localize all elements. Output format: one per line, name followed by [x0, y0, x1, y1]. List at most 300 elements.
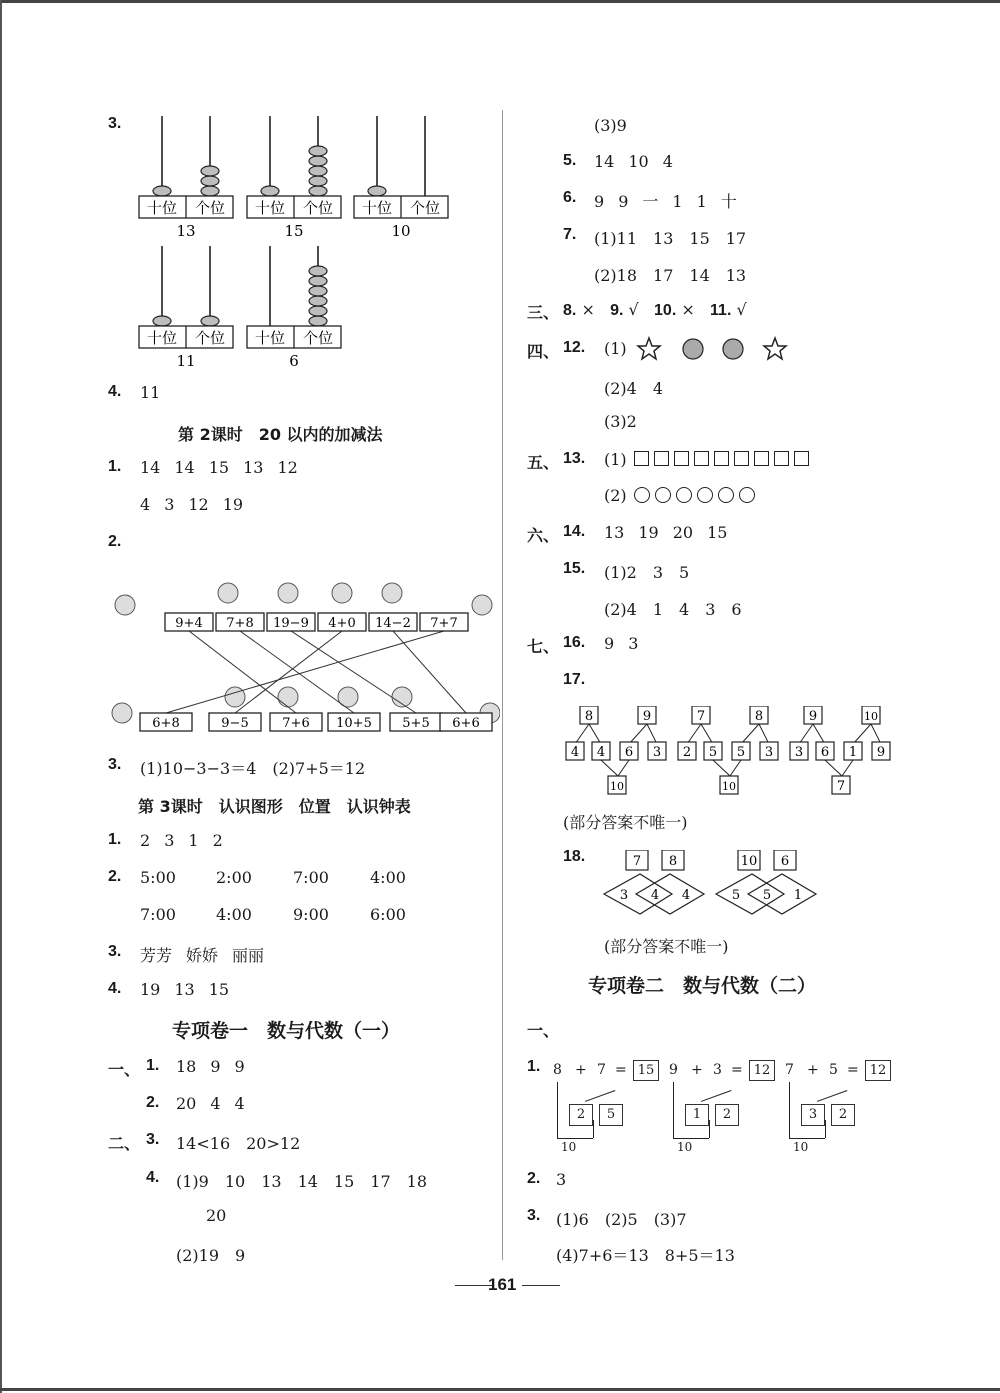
answer-value: 19 [140, 980, 161, 999]
tens-label: 十位 [254, 329, 286, 347]
q12-sub1: (1) [604, 339, 627, 358]
diamond-left [604, 874, 672, 914]
bottom-expression: 6+6 [452, 716, 480, 731]
animal-icon [472, 595, 492, 615]
q13-label: 13. [563, 450, 586, 467]
equals: = [615, 1062, 627, 1078]
answer-value: 2 [140, 831, 151, 850]
square-icon [674, 451, 689, 466]
q13-sub1: (1) [604, 450, 627, 469]
q7-label: 7. [563, 226, 577, 243]
q16-label: 16. [563, 634, 586, 651]
split-box: 2 [569, 1104, 593, 1126]
q10-label: 10. [654, 302, 677, 319]
connector-line [618, 760, 629, 776]
tens-label: 十位 [254, 199, 286, 217]
q17-label: 17. [563, 671, 586, 688]
addend: 5 [829, 1062, 838, 1078]
diamond-right [636, 874, 704, 914]
abacus [246, 242, 346, 370]
animal-icon [225, 687, 245, 707]
ones-label: 个位 [409, 199, 441, 217]
answer-value: 14 [174, 458, 195, 477]
addend: 3 [713, 1062, 722, 1078]
ones-label: 个位 [194, 199, 226, 217]
abacus-bead [309, 186, 327, 196]
answer-value: 20 [672, 523, 694, 542]
s1q4-label: 4. [146, 1169, 160, 1186]
answer-value: 9 [234, 1057, 245, 1076]
left-number: 3 [619, 888, 629, 903]
abacus-bead [201, 316, 219, 326]
bottom-expression: 9−5 [221, 716, 249, 731]
top-expression: 9+4 [175, 616, 203, 631]
q6-answers [594, 189, 751, 212]
part-number: 5 [736, 745, 746, 760]
time-value: 6:00 [370, 905, 406, 924]
operator: + [691, 1062, 703, 1078]
connector-line [789, 1082, 790, 1138]
bottom-border [0, 1388, 1000, 1391]
answer-value: 15 [208, 980, 230, 999]
connector-line [825, 760, 842, 776]
operator: + [807, 1062, 819, 1078]
section2-title: 专项卷二 数与代数（二） [588, 975, 817, 997]
l2q3-label: 3. [108, 756, 122, 773]
answer-value: 十 [720, 192, 737, 211]
circle-icon [655, 487, 671, 503]
connector-line [629, 724, 647, 744]
time-value: 7:00 [140, 905, 176, 924]
right-number: 1 [793, 888, 803, 903]
q15-label: 15. [563, 560, 586, 577]
s2q1-label: 1. [527, 1058, 541, 1075]
connector-line [585, 1090, 615, 1102]
top-number: 8 [754, 709, 764, 724]
animal-icon [278, 583, 298, 603]
abacus-bead [309, 146, 327, 156]
square-icon [714, 451, 729, 466]
answer-value: 19 [222, 495, 244, 514]
square-icon [734, 451, 749, 466]
connector-line [575, 724, 589, 744]
answer-value: 3 [628, 634, 639, 653]
l2q3-answer: (1)10−3−3＝4 (2)7+5＝12 [140, 759, 366, 778]
l3q2-label: 2. [108, 868, 122, 885]
q18-note: (部分答案不唯一) [604, 937, 729, 956]
lesson3-title: 第 3课时 认识图形 位置 认识钟表 [138, 797, 411, 816]
answer-value: 4 [140, 495, 151, 514]
answer-value: 15 [707, 523, 728, 542]
answer-value: 12 [277, 458, 298, 477]
animal-icon [115, 595, 135, 615]
top-expression: 19−9 [273, 616, 309, 631]
result-box: 15 [633, 1060, 659, 1081]
time-value: 5:00 [140, 868, 176, 887]
l3q4-label: 4. [108, 980, 122, 997]
q7-row1: (1)11 13 15 17 [594, 229, 747, 248]
connector-line [673, 1082, 674, 1138]
q7-row2: (2)18 17 14 13 [594, 266, 747, 285]
l2q2-label: 2. [108, 533, 122, 550]
part-number: 3 [764, 745, 774, 760]
answer-value: 9 [604, 634, 615, 653]
answer-value: 14 [140, 458, 161, 477]
addend: 9 [669, 1062, 678, 1078]
q12-sub3: (3)2 [604, 412, 637, 431]
time-value: 9:00 [293, 905, 329, 924]
abacus-bead [368, 186, 386, 196]
abacus-bead [309, 286, 327, 296]
diamond-left [716, 874, 784, 914]
answer-value: 2 [212, 831, 223, 850]
addend: 8 [553, 1062, 562, 1078]
abacus-value: 11 [176, 352, 196, 370]
abacus-bead [201, 186, 219, 196]
abacus [246, 112, 346, 240]
top-number: 10 [864, 710, 878, 723]
equation [669, 1058, 784, 1158]
answer-value: 4 [234, 1094, 245, 1113]
part-number: 4 [570, 745, 580, 760]
circle-icon [683, 339, 703, 359]
q4-label: 4. [108, 383, 122, 400]
q12-shapes [636, 336, 796, 362]
abacus-bead [309, 276, 327, 286]
answer-value: 9 [618, 192, 629, 211]
tens-label: 十位 [146, 199, 178, 217]
star-icon [764, 338, 786, 359]
connector-line [557, 1082, 558, 1138]
sum-number: 10 [722, 780, 736, 793]
abacus-bead [201, 176, 219, 186]
connector-line [853, 724, 871, 744]
l3q1-label: 1. [108, 831, 122, 848]
answer-value: 一 [642, 192, 659, 211]
answer-value: 13 [174, 980, 195, 999]
part-number: 6 [820, 745, 830, 760]
q4-answer: 11 [140, 383, 161, 402]
animal-icon [112, 703, 132, 723]
time-value: 4:00 [370, 868, 406, 887]
bottom-expression: 10+5 [336, 716, 372, 731]
equals: = [847, 1062, 859, 1078]
abacus-bead [261, 186, 279, 196]
ten-label: 10 [793, 1140, 809, 1154]
answer-value: 3 [164, 495, 175, 514]
q13-sub2: (2) [604, 486, 627, 505]
q17-svg [562, 706, 902, 801]
result-box: 12 [749, 1060, 775, 1081]
square-icon [634, 451, 649, 466]
q10-answer: × [681, 300, 695, 319]
page-number: 161 [488, 1275, 517, 1294]
left-border [0, 0, 2, 1393]
part-number: 3 [652, 745, 662, 760]
q11-label: 11. [710, 302, 732, 319]
square-icon [774, 451, 789, 466]
circle-icon [697, 487, 713, 503]
abacus-bead [309, 316, 327, 326]
q5-label: 5. [563, 152, 577, 169]
abacus-value: 13 [176, 222, 196, 240]
connector-line [701, 724, 713, 744]
s1q2-answers [176, 1094, 259, 1113]
top-number: 6 [780, 854, 790, 869]
animal-icon [278, 687, 298, 707]
part-number: 6 [624, 745, 634, 760]
s1q2-label: 2. [146, 1094, 160, 1111]
answer-value: 1 [188, 831, 199, 850]
answer-value: 10 [628, 152, 649, 171]
s2q3-label: 3. [527, 1207, 541, 1224]
answer-value: 18 [176, 1057, 197, 1076]
q14-answers [604, 523, 741, 542]
square-icon [794, 451, 809, 466]
ones-label: 个位 [194, 329, 226, 347]
animal-icon [332, 583, 352, 603]
circle-icon [676, 487, 692, 503]
s2q3-row1: (1)6 (2)5 (3)7 [556, 1210, 687, 1229]
part5-label: 五、 [527, 455, 560, 472]
top-number: 8 [584, 709, 594, 724]
abacus-value: 6 [289, 352, 299, 370]
q9-label: 9. [610, 302, 624, 319]
s2q2-answer: 3 [556, 1170, 567, 1189]
ones-label: 个位 [302, 329, 334, 347]
abacus-bead [309, 306, 327, 316]
result-box: 12 [865, 1060, 891, 1081]
square-icon [654, 451, 669, 466]
top-expression: 14−2 [375, 616, 411, 631]
s1q4-row3: (2)19 9 [176, 1246, 246, 1265]
abacus-bead [309, 176, 327, 186]
split-box: 1 [685, 1104, 709, 1126]
q12-label: 12. [563, 339, 586, 356]
q15-row1: (1)2 3 5 [604, 563, 690, 582]
bottom-expression: 7+6 [282, 716, 310, 731]
connector-line [593, 1120, 594, 1138]
q8-answer: × [581, 300, 595, 319]
q12-sub2: (2)4 4 [604, 379, 664, 398]
q8-11-answers [563, 300, 747, 320]
q14-label: 14. [563, 523, 586, 540]
part-number: 1 [848, 745, 858, 760]
ones-label: 个位 [302, 199, 334, 217]
animal-icon [218, 583, 238, 603]
s1q1-answers [176, 1057, 259, 1076]
top-expression: 7+7 [430, 616, 458, 631]
answer-value: 丽丽 [232, 946, 265, 965]
answer-value: 12 [188, 495, 209, 514]
circle-icon [723, 339, 743, 359]
sum-number: 10 [610, 780, 624, 793]
abacus-bead [309, 296, 327, 306]
square-icon [694, 451, 709, 466]
part-number: 5 [708, 745, 718, 760]
connector-line [730, 760, 741, 776]
abacus-bead [153, 316, 171, 326]
split-box: 5 [599, 1104, 623, 1126]
split-box: 2 [831, 1104, 855, 1126]
l3q3-answers [140, 943, 278, 966]
tens-label: 十位 [361, 199, 393, 217]
answer-value: 4 [210, 1094, 221, 1113]
s1q3-answer: 14<16 20>12 [176, 1134, 301, 1153]
answer-value: 娇娇 [186, 946, 219, 965]
circle-icon [634, 487, 650, 503]
q15-row2: (2)4 1 4 3 6 [604, 600, 742, 619]
connector-line [871, 724, 881, 744]
star-icon [638, 338, 660, 359]
tens-label: 十位 [146, 329, 178, 347]
sum-number: 7 [836, 779, 846, 794]
q17-note: (部分答案不唯一) [563, 813, 688, 832]
answer-value: 4 [662, 152, 673, 171]
addend: 7 [785, 1062, 794, 1078]
time-value: 2:00 [216, 868, 252, 887]
s1q4-row1: (1)9 10 13 14 15 17 18 [176, 1172, 428, 1191]
s2q2-label: 2. [527, 1170, 541, 1187]
abacus-bead [309, 266, 327, 276]
connector-line [813, 724, 825, 744]
lesson2-title: 第 2课时 20 以内的加减法 [178, 425, 383, 444]
q18-label: 18. [563, 848, 586, 865]
circle-icon [739, 487, 755, 503]
answer-value: 1 [672, 192, 683, 211]
time-value: 7:00 [293, 868, 329, 887]
part7-label: 七、 [527, 639, 560, 656]
abacus [353, 112, 453, 240]
l3q1-answers [140, 831, 237, 850]
answer-value: 1 [696, 192, 707, 211]
part-number: 2 [682, 745, 692, 760]
connector-line [709, 1120, 710, 1138]
addend: 7 [597, 1062, 606, 1078]
s1q4-row2: 20 [206, 1206, 227, 1225]
top-border [0, 0, 1000, 3]
l2q1-row2 [140, 495, 257, 514]
time-value: 4:00 [216, 905, 252, 924]
q18-svg [600, 850, 840, 920]
connector-line [713, 760, 730, 776]
connector-line [687, 724, 701, 744]
connector-line [741, 724, 759, 744]
top-number: 8 [668, 854, 678, 869]
ten-label: 10 [677, 1140, 693, 1154]
connector-line [842, 760, 853, 776]
answer-value: 13 [604, 523, 625, 542]
part-number: 3 [794, 745, 804, 760]
matching-svg [110, 575, 500, 745]
operator: + [575, 1062, 587, 1078]
q4-sub3: (3)9 [594, 116, 627, 135]
answer-value: 20 [176, 1094, 197, 1113]
center-number: 5 [762, 888, 772, 903]
connector-line [701, 1090, 731, 1102]
q13-squares [634, 451, 814, 470]
abacus [138, 242, 238, 370]
s2-part1-label: 一、 [527, 1023, 560, 1040]
s1q3-label: 3. [146, 1131, 160, 1148]
answer-value: 芳芳 [140, 946, 173, 965]
answer-value: 14 [594, 152, 615, 171]
q16-answers [604, 634, 652, 653]
s1-part2-label: 二、 [108, 1136, 141, 1153]
top-number: 10 [740, 854, 758, 869]
s1-part1-label: 一、 [108, 1062, 141, 1079]
answer-value: 13 [243, 458, 264, 477]
q8-label: 8. [563, 302, 577, 319]
split-box: 2 [715, 1104, 739, 1126]
answer-value: 9 [594, 192, 605, 211]
abacus-bead [153, 186, 171, 196]
q6-label: 6. [563, 189, 577, 206]
part-number: 4 [596, 745, 606, 760]
connector-line [799, 724, 813, 744]
right-number: 4 [681, 888, 691, 903]
animal-icon [382, 583, 402, 603]
connector-line [825, 1120, 826, 1138]
ten-label: 10 [561, 1140, 577, 1154]
part3-label: 三、 [527, 305, 560, 322]
connector-line [601, 760, 618, 776]
answer-value: 9 [210, 1057, 221, 1076]
l3q4-answers [140, 980, 243, 999]
diamond-right [748, 874, 816, 914]
q3-label: 3. [108, 115, 122, 132]
center-number: 4 [650, 888, 660, 903]
l3q3-label: 3. [108, 943, 122, 960]
abacus-bead [201, 166, 219, 176]
connector-line [589, 724, 601, 744]
square-icon [754, 451, 769, 466]
bottom-expression: 5+5 [402, 716, 430, 731]
connector-line [557, 1138, 593, 1139]
q11-answer: √ [736, 300, 747, 319]
part6-label: 六、 [527, 528, 560, 545]
abacus-bead [309, 156, 327, 166]
circle-icon [718, 487, 734, 503]
equation [785, 1058, 900, 1158]
left-number: 5 [731, 888, 741, 903]
top-number: 9 [808, 709, 818, 724]
top-number: 9 [642, 709, 652, 724]
answer-value: 19 [638, 523, 659, 542]
s2q3-row2: (4)7+6＝13 8+5＝13 [556, 1246, 735, 1265]
abacus-bead [309, 166, 327, 176]
top-expression: 7+8 [226, 616, 254, 631]
s1q1-label: 1. [146, 1057, 160, 1074]
part4-label: 四、 [527, 344, 560, 361]
footer-rule-right [522, 1285, 560, 1286]
equation [553, 1058, 668, 1158]
connector-line [817, 1090, 847, 1102]
l2q1-row1 [140, 458, 312, 477]
top-number: 7 [632, 854, 642, 869]
bottom-expression: 6+8 [152, 716, 180, 731]
abacus-value: 15 [284, 222, 304, 240]
top-number: 7 [696, 709, 706, 724]
connector-line [759, 724, 769, 744]
connector-line [673, 1138, 709, 1139]
section1-title: 专项卷一 数与代数（一） [172, 1020, 401, 1042]
q13-circles [634, 487, 760, 507]
answer-value: 15 [208, 458, 230, 477]
part-number: 9 [876, 745, 886, 760]
equals: = [731, 1062, 743, 1078]
abacus-value: 10 [391, 222, 411, 240]
